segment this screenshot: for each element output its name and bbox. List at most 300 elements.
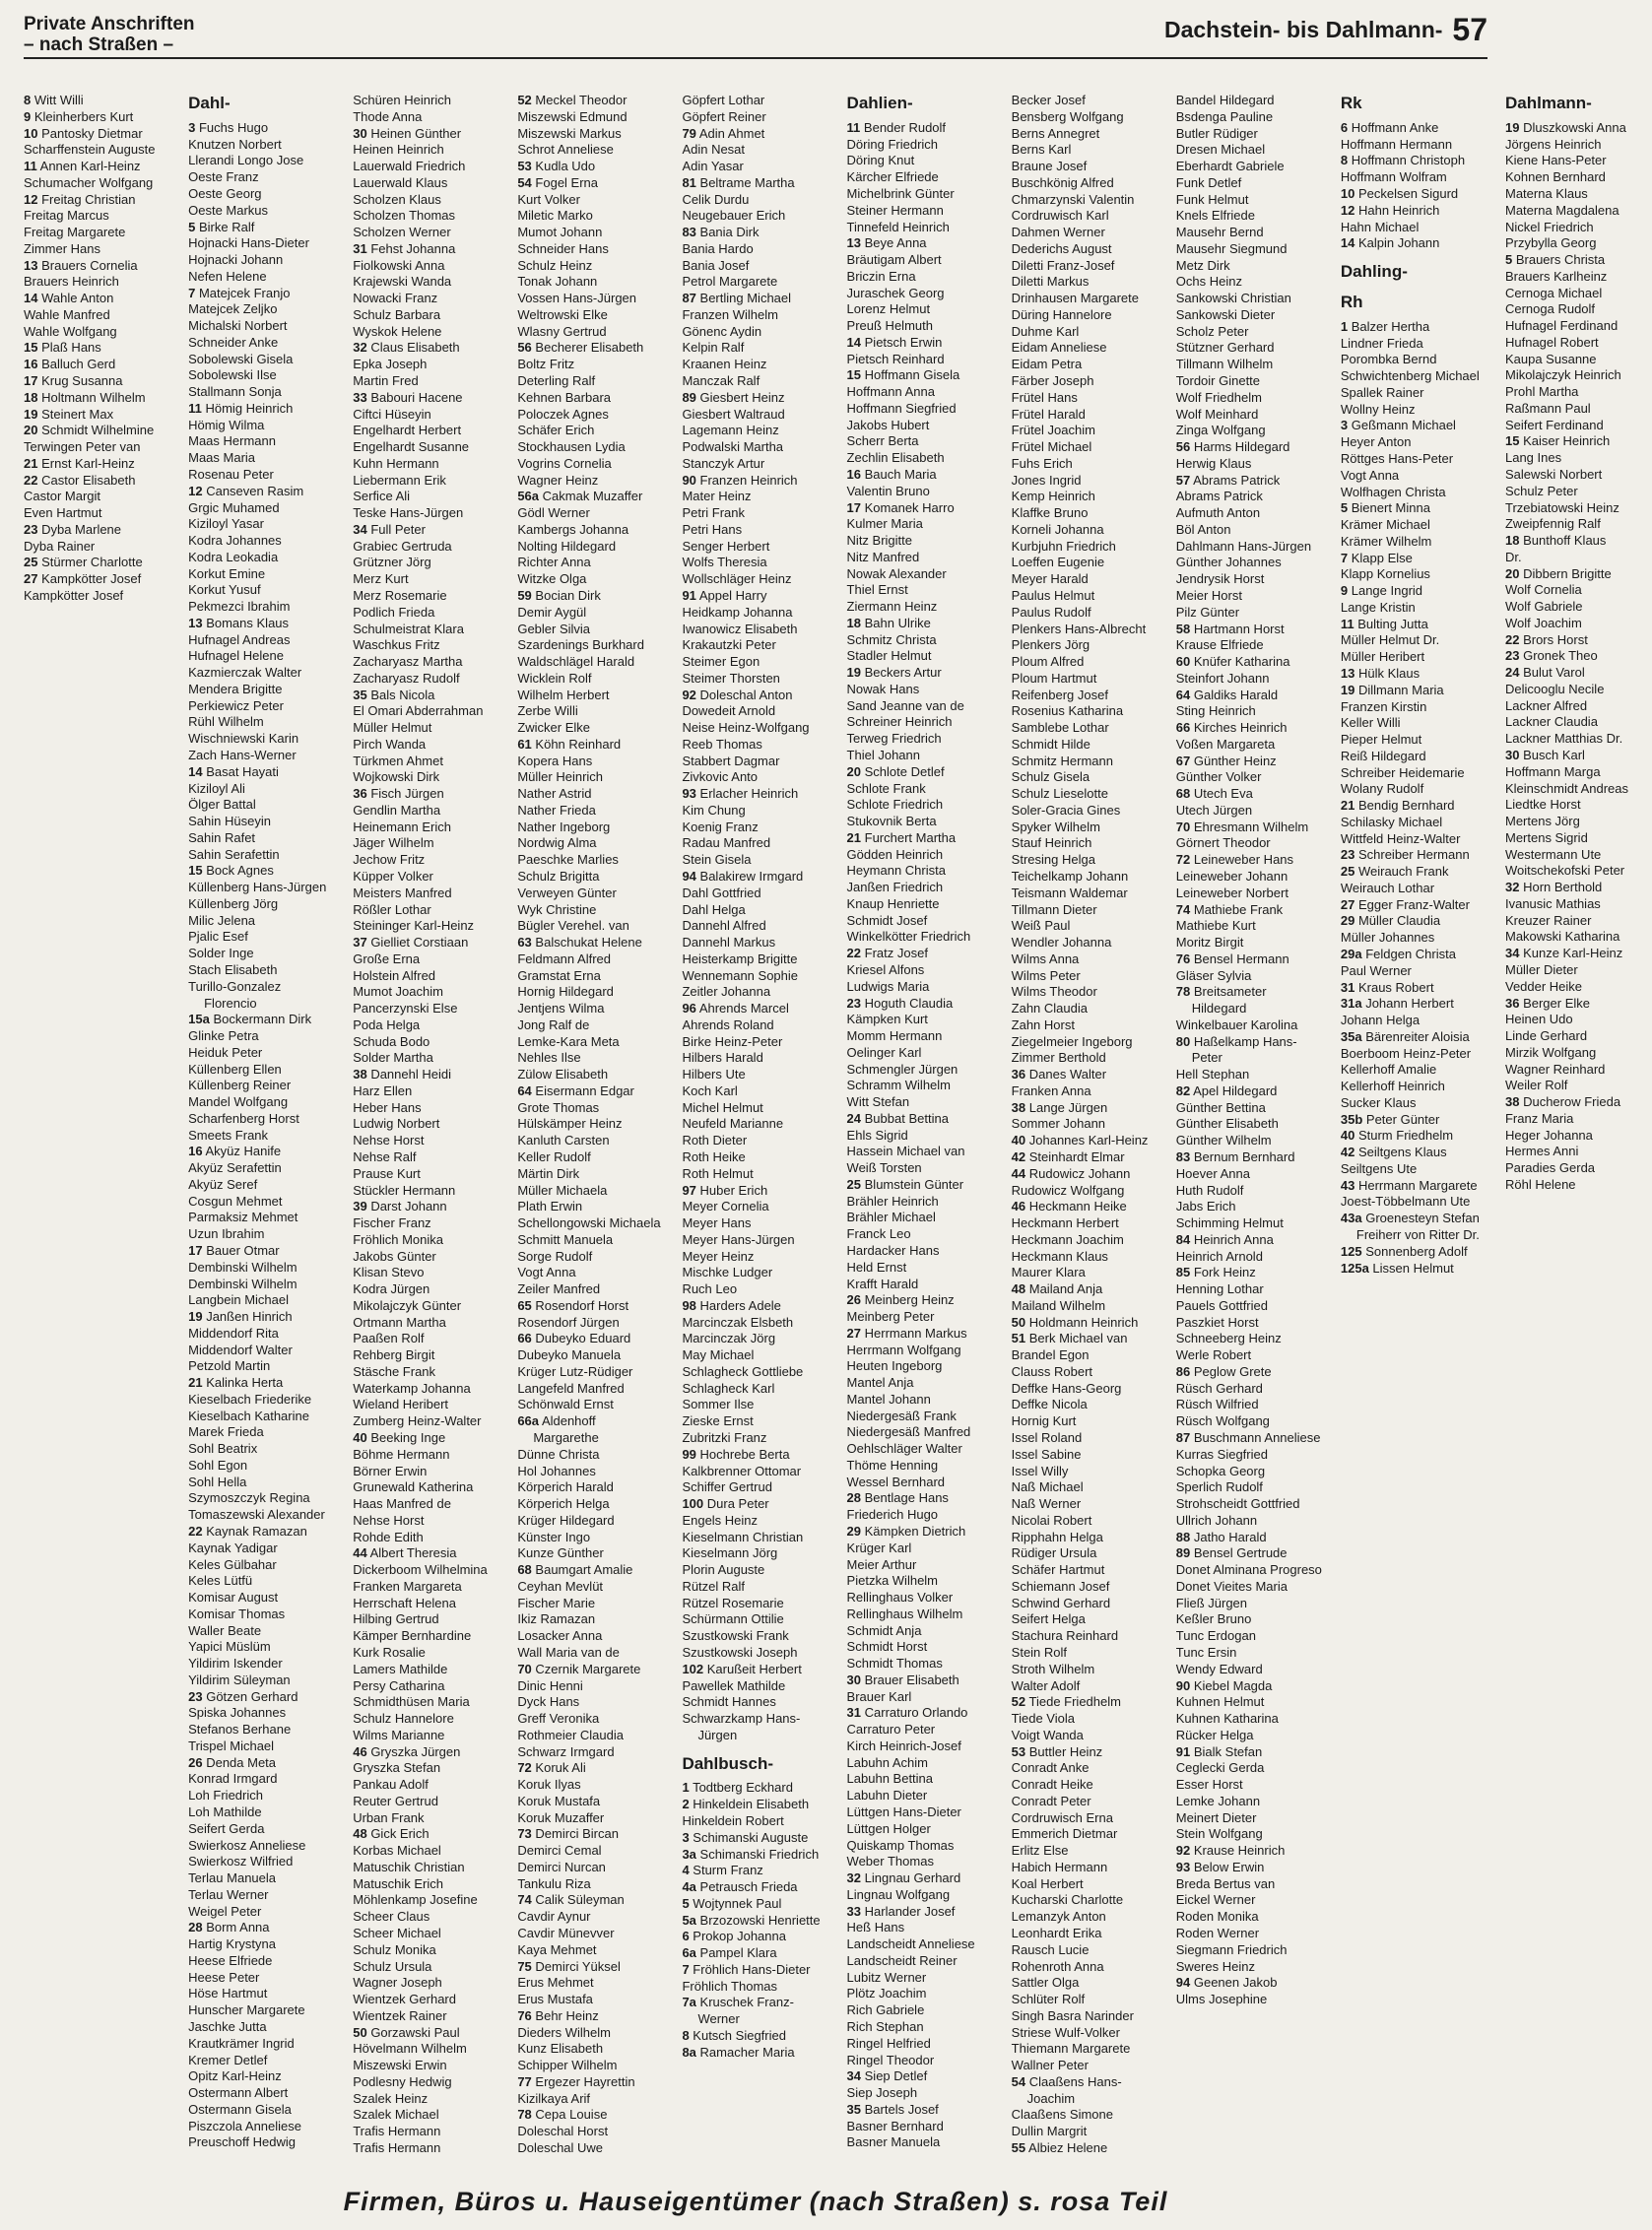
resident-name: Tordoir Ginette: [1175, 373, 1261, 389]
directory-entry: [1341, 1013, 1487, 1029]
directory-entry: [353, 754, 499, 770]
directory-entry: [24, 307, 170, 324]
house-number: 23: [1340, 847, 1355, 863]
directory-entry: [353, 1579, 499, 1596]
directory-entry: [353, 2041, 499, 2058]
resident-name: Keles Gülbahar: [188, 1556, 277, 1572]
house-number: 19: [1504, 119, 1520, 135]
resident-name: Hornig Kurt: [1011, 1413, 1077, 1429]
directory-entry: [1505, 880, 1652, 896]
resident-name: Funk Helmut: [1175, 191, 1249, 207]
directory-entry: [517, 835, 664, 852]
directory-entry: [847, 1970, 994, 1987]
resident-name: Lubitz Werner: [846, 1969, 927, 1985]
resident-name: Hassein Michael van: [846, 1144, 965, 1159]
resident-name: Krakautzki Peter: [682, 637, 776, 653]
directory-entry: [1176, 1992, 1323, 2008]
resident-name: Kraanen Heinz: [682, 357, 767, 372]
directory-entry: [1341, 699, 1487, 716]
directory-entry: [1341, 1062, 1487, 1079]
resident-name: Wyskok Helene: [353, 323, 442, 339]
directory-entry: [24, 489, 170, 505]
resident-name: Steinhardt Elmar: [1028, 1149, 1125, 1164]
house-number: 9: [1340, 583, 1349, 599]
directory-entry: [847, 979, 994, 996]
resident-name: Ramacher Maria: [699, 2044, 795, 2060]
directory-entry: [353, 1166, 499, 1183]
resident-name: Tillmann Dieter: [1011, 901, 1097, 917]
resident-name: Dresen Michael: [1175, 142, 1266, 158]
directory-entry: [188, 301, 335, 318]
resident-name: Clauss Robert: [1011, 1363, 1093, 1379]
directory-entry: [517, 192, 664, 209]
resident-name: Küllenberg Hans-Jürgen: [188, 880, 327, 895]
resident-name: Plorin Auguste: [682, 1562, 765, 1578]
house-number: 40: [1011, 1133, 1026, 1148]
directory-entry: [517, 1166, 664, 1183]
resident-name: Holstein Alfred: [353, 967, 436, 983]
resident-name: Labuhn Bettina: [846, 1771, 934, 1787]
resident-name: Dinic Henni: [517, 1677, 583, 1693]
directory-entry: [1505, 1177, 1652, 1194]
resident-name: Waldschlägel Harald: [517, 654, 635, 670]
directory-entry: [1012, 390, 1158, 407]
resident-name: Kieselmann Christian: [682, 1529, 804, 1544]
directory-entry: [1176, 1530, 1323, 1546]
directory-entry: [1012, 1199, 1158, 1215]
directory-entry: [682, 571, 828, 588]
resident-name: Albiez Helene: [1028, 2139, 1108, 2155]
resident-name: Zechlin Elisabeth: [846, 450, 945, 466]
resident-name: Lingnau Wolfgang: [846, 1886, 951, 1902]
page-range-title: [1164, 12, 1487, 48]
resident-name: Krüger Lutz-Rüdiger: [517, 1363, 633, 1379]
directory-entry: [682, 1183, 828, 1200]
directory-entry: [1176, 109, 1323, 126]
house-number: 21: [24, 455, 38, 471]
directory-entry: [847, 830, 994, 847]
house-number: 57: [1175, 472, 1191, 488]
directory-entry: [682, 605, 828, 622]
house-number: 7: [682, 1961, 690, 1977]
house-number: 43: [1340, 1177, 1355, 1193]
directory-entry: [353, 820, 499, 836]
resident-name: Sankowski Christian: [1175, 291, 1291, 306]
directory-entry: [1012, 175, 1158, 192]
directory-entry: [1341, 815, 1487, 831]
directory-entry: [353, 935, 499, 951]
directory-entry: [188, 384, 335, 401]
resident-name: Weirauch Lothar: [1340, 880, 1435, 895]
directory-entry: [353, 1249, 499, 1266]
directory-entry: [517, 1777, 664, 1794]
directory-entry: [353, 1133, 499, 1149]
resident-name: Wischniewski Karin: [188, 731, 299, 747]
directory-entry: [517, 688, 664, 704]
resident-name: Wolf Gabriele: [1504, 599, 1583, 615]
resident-name: Boerboom Heinz-Peter: [1340, 1045, 1472, 1061]
directory-entry: [353, 1959, 499, 1976]
directory-entry: [188, 748, 335, 764]
house-number: 40: [353, 1430, 367, 1446]
directory-entry: [1012, 2124, 1158, 2140]
resident-name: Langbein Michael: [188, 1292, 290, 1308]
house-number: 12: [1340, 202, 1355, 218]
directory-entry: [353, 1530, 499, 1546]
directory-entry: [517, 820, 664, 836]
directory-entry: [1341, 1112, 1487, 1129]
directory-entry: [1176, 1645, 1323, 1662]
directory-entry: [1341, 831, 1487, 848]
resident-name: Neugebauer Erich: [682, 208, 786, 224]
directory-entry: [24, 159, 170, 175]
resident-name: Bärenreiter Aloisia: [1365, 1028, 1470, 1044]
resident-name: Prokop Johanna: [693, 1929, 786, 1944]
directory-entry: [1176, 175, 1323, 192]
resident-name: Soler-Gracia Gines: [1011, 802, 1121, 818]
resident-name: Friederich Hugo: [846, 1507, 939, 1523]
directory-entry: [1012, 1860, 1158, 1876]
resident-name: Stachura Reinhard: [1011, 1628, 1119, 1644]
directory-entry: [353, 192, 499, 209]
resident-name: Liedtke Horst: [1504, 797, 1581, 813]
resident-name: Kutsch Siegfried: [693, 2027, 786, 2043]
resident-name: Heiduk Peter: [188, 1044, 263, 1060]
resident-name: Roden Monika: [1175, 1909, 1259, 1925]
directory-entry: [353, 1794, 499, 1810]
house-number: 8: [24, 93, 32, 107]
directory-entry: [353, 505, 499, 522]
resident-name: Emmerich Dietmar: [1011, 1826, 1118, 1842]
resident-name: Manczak Ralf: [682, 373, 760, 389]
resident-name: Keller Willi: [1340, 715, 1401, 731]
directory-entry: [517, 373, 664, 390]
directory-entry: [682, 555, 828, 571]
directory-entry: [24, 208, 170, 225]
directory-entry: [1341, 1046, 1487, 1063]
directory-entry: [682, 769, 828, 786]
resident-name: Leineweber Johann: [1175, 868, 1289, 884]
directory-entry: [847, 781, 994, 798]
house-number: 74: [517, 1892, 532, 1908]
directory-entry: [847, 1210, 994, 1226]
directory-entry: [1012, 918, 1158, 935]
house-number: 77: [517, 2073, 532, 2089]
resident-name: Maas Hermann: [188, 433, 276, 449]
directory-entry: [1012, 588, 1158, 605]
resident-name: Klaffke Bruno: [1011, 505, 1089, 521]
directory-entry: [188, 2085, 335, 2102]
directory-entry: [1012, 373, 1158, 390]
directory-entry: [517, 2041, 664, 2058]
resident-name: Schmitz Hermann: [1011, 753, 1113, 768]
resident-name: Gendlin Martha: [353, 802, 441, 818]
directory-entry: [847, 1028, 994, 1045]
resident-name: Sorge Rudolf: [517, 1248, 593, 1264]
directory-entry: [353, 1975, 499, 1992]
directory-entry: [1176, 1596, 1323, 1612]
directory-entry: [517, 935, 664, 951]
resident-name: Kambergs Johanna: [517, 521, 629, 537]
directory-entry: [24, 225, 170, 241]
resident-name: Mathiebe Kurt: [1175, 918, 1256, 934]
directory-entry: [517, 720, 664, 737]
directory-entry: [1012, 126, 1158, 143]
directory-entry: [682, 968, 828, 985]
resident-name: Serfice Ali: [353, 489, 411, 504]
resident-name: Schuda Bodo: [353, 1033, 430, 1049]
resident-name: Sonnenberg Adolf: [1365, 1243, 1468, 1259]
resident-name: Kieselbach Katharine: [188, 1408, 309, 1423]
directory-entry: [847, 1292, 994, 1309]
directory-entry: [188, 847, 335, 864]
resident-name: Yapici Müslüm: [188, 1639, 271, 1655]
house-number: 88: [1175, 1529, 1191, 1544]
directory-entry: [188, 1557, 335, 1574]
directory-entry: [517, 1694, 664, 1711]
directory-entry: [1341, 1029, 1487, 1046]
house-number: 52: [1011, 1694, 1026, 1710]
resident-name: Kiziloyl Yasar: [188, 516, 264, 532]
resident-name: Wilms Peter: [1011, 967, 1081, 983]
directory-entry: [847, 1507, 994, 1524]
directory-entry: [682, 258, 828, 275]
directory-entry: [1176, 1694, 1323, 1711]
directory-entry: [517, 109, 664, 126]
directory-entry: [24, 439, 170, 456]
directory-entry: [188, 682, 335, 698]
resident-name: Marek Frieda: [188, 1424, 264, 1440]
resident-name: Meinert Dieter: [1175, 1809, 1257, 1825]
resident-name: Siep Joseph: [846, 2085, 918, 2101]
house-number: 38: [1504, 1094, 1520, 1110]
directory-entry: [682, 637, 828, 654]
directory-entry: [188, 1343, 335, 1359]
directory-entry: [847, 748, 994, 764]
resident-name: Claus Elisabeth: [370, 340, 460, 356]
resident-name: Dahmen Werner: [1011, 225, 1105, 240]
resident-name: Schneider Hans: [517, 240, 609, 256]
directory-entry: [517, 1249, 664, 1266]
resident-name: Sohl Egon: [188, 1457, 248, 1473]
directory-entry: [353, 340, 499, 357]
directory-entry: [682, 1530, 828, 1546]
resident-name: Dannehl Alfred: [682, 918, 766, 934]
directory-entry: [1341, 881, 1487, 897]
directory-entry: [847, 203, 994, 220]
directory-entry: [353, 1596, 499, 1612]
directory-entry: [517, 555, 664, 571]
directory-entry: [682, 654, 828, 671]
house-number: 7: [188, 285, 196, 300]
resident-name: Hülskämper Heinz: [517, 1116, 623, 1132]
resident-name: Plaß Hans: [41, 340, 101, 356]
house-number: 90: [1175, 1677, 1191, 1693]
directory-entry: [1012, 1249, 1158, 1266]
resident-name: Plötz Joachim: [846, 1986, 927, 2001]
resident-name: Wennemann Sophie: [682, 967, 799, 983]
resident-name: Kiene Hans-Peter: [1504, 153, 1607, 168]
directory-entry: [847, 1078, 994, 1094]
resident-name: Koruk Mustafa: [517, 1793, 601, 1808]
house-number: 3: [188, 119, 196, 135]
directory-entry: [682, 737, 828, 754]
resident-name: Schmengler Jürgen: [846, 1061, 958, 1077]
directory-entry: [1012, 1397, 1158, 1413]
directory-entry: [1012, 1166, 1158, 1183]
resident-name: Seifert Ferdinand: [1504, 417, 1604, 432]
directory-entry: [847, 318, 994, 335]
house-number: 94: [682, 868, 696, 884]
directory-entry: [517, 1942, 664, 1959]
directory-entry: [847, 1689, 994, 1706]
directory-entry: [1341, 749, 1487, 765]
directory-entry: [1341, 500, 1487, 517]
directory-entry: [1012, 1579, 1158, 1596]
resident-name: Schneeberg Heinz: [1175, 1331, 1282, 1346]
resident-name: Schmidt Hannes: [682, 1694, 776, 1710]
resident-name: Duhme Karl: [1011, 323, 1080, 339]
resident-name: Spallek Rainer: [1340, 384, 1424, 400]
directory-entry: [517, 1265, 664, 1281]
resident-name: Paeschke Marlies: [517, 852, 619, 868]
directory-entry: [847, 1788, 994, 1804]
directory-entry: [517, 456, 664, 473]
resident-name: Wolfs Theresia: [682, 555, 767, 570]
house-number: 72: [517, 1760, 532, 1776]
house-number: 93: [682, 786, 696, 802]
directory-entry: [517, 622, 664, 638]
resident-name: Krafft Harald: [846, 1276, 919, 1291]
directory-entry: [188, 599, 335, 616]
resident-name: Schiemann Josef: [1011, 1578, 1110, 1594]
house-number: 83: [1175, 1149, 1191, 1164]
directory-entry: [847, 1771, 994, 1788]
directory-entry: [1012, 1794, 1158, 1810]
resident-name: Dieders Wilhelm: [517, 2024, 611, 2040]
directory-entry: [1176, 1579, 1323, 1596]
house-number: 31: [1340, 979, 1355, 995]
directory-entry: [517, 2140, 664, 2157]
resident-name: Pirch Wanda: [353, 736, 427, 752]
resident-name: Zumberg Heinz-Walter: [353, 1413, 482, 1429]
directory-entry: [1176, 307, 1323, 324]
resident-name: Fisch Jürgen: [370, 786, 444, 802]
directory-entry: [517, 142, 664, 159]
directory-entry: [1341, 1261, 1487, 1278]
house-number: 5a: [682, 1912, 696, 1928]
directory-entry: [188, 1804, 335, 1821]
resident-name: Brzozowski Henriette: [699, 1912, 821, 1928]
resident-name: Kurt Volker: [517, 191, 580, 207]
resident-name: Rich Stephan: [846, 2018, 924, 2034]
resident-name: Preuschoff Hedwig: [188, 2134, 296, 2150]
resident-name: Basat Hayati: [206, 763, 279, 779]
directory-entry: [353, 456, 499, 473]
directory-entry: [1176, 820, 1323, 836]
directory-entry: [682, 241, 828, 258]
directory-entry: [353, 307, 499, 324]
resident-name: Mater Heinz: [682, 489, 752, 504]
house-number: 31a: [1340, 996, 1362, 1012]
directory-entry: [188, 1358, 335, 1375]
directory-entry: [188, 1524, 335, 1541]
directory-entry: [1176, 291, 1323, 307]
resident-name: Hufnagel Andreas: [188, 631, 291, 647]
resident-name: Urban Frank: [353, 1809, 425, 1825]
resident-name: Dibbern Brigitte: [1523, 565, 1612, 581]
directory-entry: [1341, 1178, 1487, 1195]
house-number: 34: [846, 2068, 862, 2084]
house-number: 48: [353, 1826, 367, 1842]
street-block: [24, 93, 170, 605]
directory-entry: [1012, 208, 1158, 225]
directory-entry: [1505, 1012, 1652, 1028]
house-number: 21: [1340, 798, 1355, 814]
directory-entry: [353, 1315, 499, 1332]
directory-entry: [1341, 666, 1487, 683]
directory-entry: [188, 913, 335, 930]
house-number: 11: [188, 400, 202, 416]
directory-entry: [188, 1260, 335, 1277]
directory-entry: [1012, 654, 1158, 671]
house-number: 79: [682, 125, 696, 141]
resident-name: Herrmann Wolfgang: [846, 1342, 961, 1357]
house-number: 6a: [682, 1945, 696, 1961]
house-number: 46: [353, 1743, 367, 1759]
resident-name: Fischer Franz: [353, 1215, 431, 1231]
resident-name: Wahle Wolfgang: [24, 323, 117, 339]
directory-entry: [1012, 754, 1158, 770]
directory-entry: [517, 208, 664, 225]
resident-name: Wahle Manfred: [24, 306, 110, 322]
resident-name: Cordruwisch Erna: [1011, 1809, 1113, 1825]
resident-name: Hoever Anna: [1175, 1165, 1250, 1181]
resident-name: Carraturo Orlando: [864, 1705, 968, 1721]
resident-name: Bentlage Hans: [864, 1490, 949, 1506]
resident-name: Ortmann Martha: [353, 1314, 446, 1330]
resident-name: Peckelsen Sigurd: [1357, 185, 1459, 201]
directory-entry: [682, 1628, 828, 1645]
resident-name: Heuten Ingeborg: [846, 1358, 943, 1374]
directory-entry: [1012, 1678, 1158, 1695]
directory-entry: [1176, 1942, 1323, 1959]
directory-entry: [682, 1100, 828, 1117]
directory-entry: [517, 439, 664, 456]
directory-entry: [1012, 1479, 1158, 1496]
house-number: 100: [682, 1496, 704, 1512]
directory-entry: [1012, 1711, 1158, 1728]
directory-entry: [353, 1083, 499, 1100]
resident-name: Ceglecki Gerda: [1175, 1760, 1265, 1776]
resident-name: Brauer Elisabeth: [864, 1672, 959, 1687]
resident-name: Singh Basra Narinder: [1011, 2007, 1134, 2023]
resident-name: Piszczola Anneliese: [188, 2118, 302, 2133]
resident-name: Ullrich Johann: [1175, 1512, 1258, 1528]
house-number: 22: [846, 946, 862, 961]
directory-entry: [1012, 192, 1158, 209]
resident-name: Jendrysik Horst: [1175, 571, 1265, 587]
directory-entry: [847, 1953, 994, 1970]
directory-entry: [1176, 769, 1323, 786]
resident-name: Naß Michael: [1011, 1479, 1084, 1495]
resident-name: Rehberg Birgit: [353, 1347, 435, 1363]
resident-name: Pantosky Dietmar: [41, 125, 143, 141]
resident-name: Baumgart Amalie: [535, 1562, 633, 1578]
resident-name: Nefen Helene: [188, 268, 267, 284]
directory-entry: [24, 142, 170, 159]
directory-entry: [682, 522, 828, 539]
